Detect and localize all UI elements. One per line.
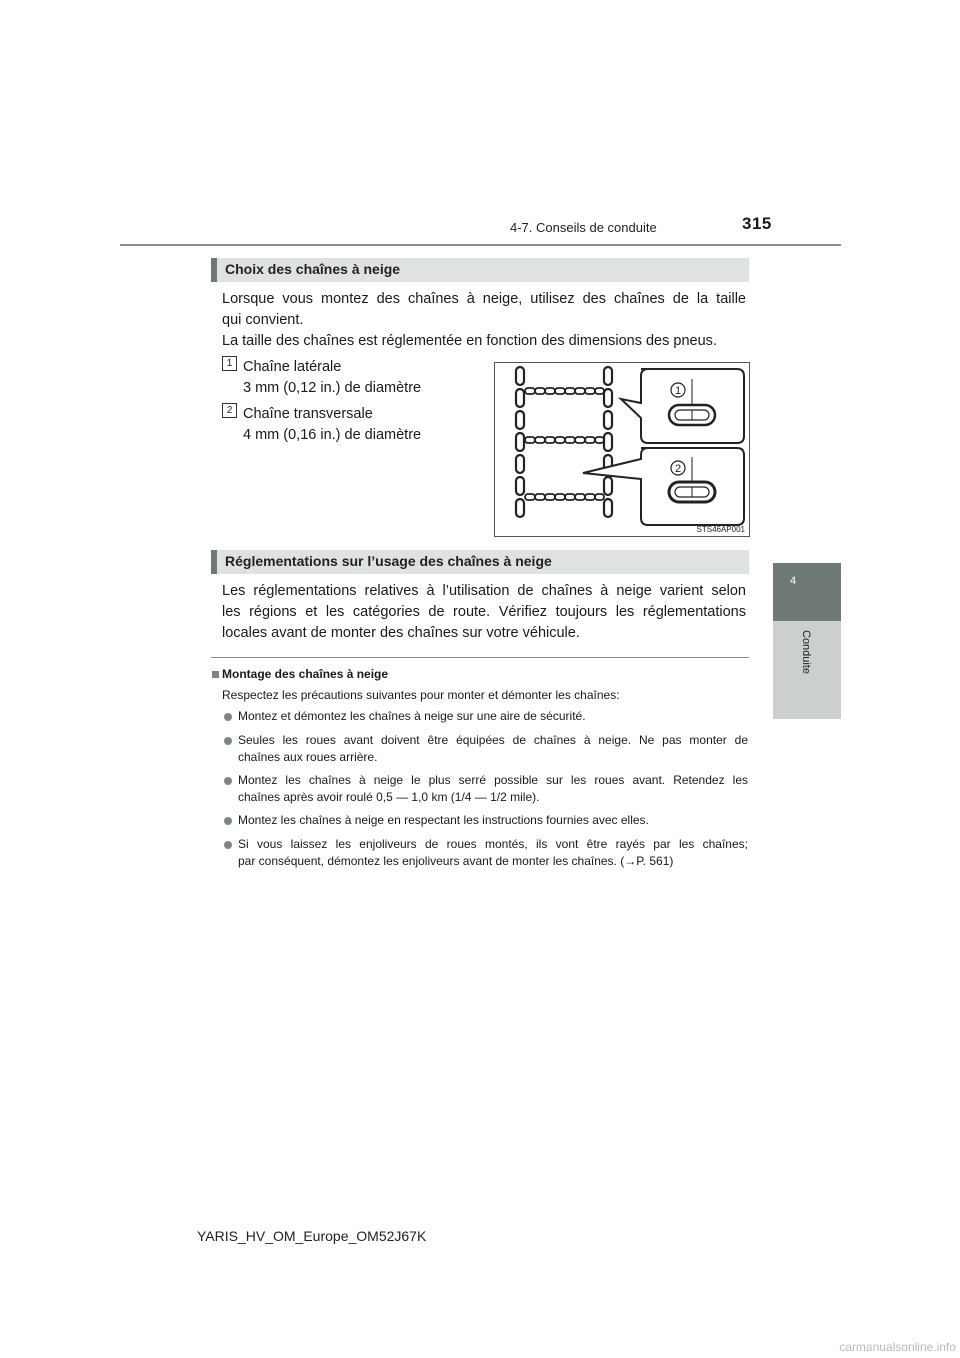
bullet-line: chaînes aux roues arrière. [238, 750, 378, 764]
bullet-line: Montez et démontez les chaînes à neige sur une aire de sécurité. [238, 709, 586, 723]
chapter-number: 4 [789, 575, 797, 587]
section-title: Réglementations sur l’usage des chaînes à neige [225, 553, 552, 569]
callout-box-cross-chain [583, 448, 744, 525]
bullet-dot [224, 713, 232, 721]
side-chain-left [516, 367, 524, 517]
bullet-dot [224, 841, 232, 849]
figure-code: STS46AP001 [696, 525, 745, 534]
document-code: YARIS_HV_OM_Europe_OM52J67K [197, 1228, 427, 1244]
header-section-title: 4-7. Conseils de conduite [510, 220, 657, 235]
section-header-snow-chain-regulations [211, 550, 749, 574]
section1-paragraph-line-1: Lorsque vous montez des chaînes à neige, utilisez des chaînes de la taille [222, 291, 746, 307]
header-rule [120, 244, 841, 246]
item-spec: 4 mm (0,16 in.) de diamètre [243, 427, 422, 443]
section-header-mark [211, 258, 217, 282]
snow-chain-drawing [495, 363, 749, 536]
callout-number-2: 2 [674, 463, 682, 475]
section1-paragraph-line-2: qui convient. [222, 312, 304, 328]
page-number: 315 [742, 214, 772, 233]
chapter-tab [773, 563, 841, 621]
subsection-intro: Respectez les précautions suivantes pour monter et démonter les chaînes: [222, 688, 620, 702]
bullet-line: Montez les chaînes à neige le plus serré possible sur les roues avant. Retendez les [238, 773, 748, 787]
item-name: Chaîne transversale [243, 406, 373, 422]
snow-chain-illustration [494, 362, 750, 537]
side-chain-right [604, 367, 612, 517]
bullet-dot [224, 817, 232, 825]
section2-paragraph-line-3: locales avant de monter des chaînes sur votre véhicule. [222, 625, 580, 641]
section-title: Choix des chaînes à neige [225, 261, 401, 277]
section1-paragraph-line-3: La taille des chaînes est réglementée en fonction des dimensions des pneus. [222, 333, 717, 349]
bullet-dot [224, 737, 232, 745]
item-name: Chaîne latérale [243, 359, 342, 375]
item-number-badge: 2 [222, 403, 237, 418]
section-header-mark [211, 550, 217, 574]
subsection-title: Montage des chaînes à neige [222, 667, 389, 681]
bullet-line: par conséquent, démontez les enjoliveurs avant de monter les chaînes. (→P. 561) [238, 854, 674, 868]
bullet-line: chaînes après avoir roulé 0,5 — 1,0 km (1/4 — 1/2 mile). [238, 790, 540, 804]
callout-number-1: 1 [674, 385, 682, 397]
section2-paragraph-line-2: les régions et les catégories de route. Vérifiez toujours les réglementations [222, 604, 746, 620]
cross-chain-top [525, 388, 604, 394]
bullet-dot [224, 777, 232, 785]
cross-chain-middle [525, 437, 604, 443]
section-header-snow-chains-choice [211, 258, 749, 282]
bullet-line: Montez les chaînes à neige en respectant les instructions fournies avec elles. [238, 813, 649, 827]
subsection-square-bullet [212, 671, 219, 678]
watermark: carmanualsonline.info [839, 1340, 956, 1354]
cross-chain-bottom [525, 494, 604, 500]
item-spec: 3 mm (0,12 in.) de diamètre [243, 380, 422, 396]
bullet-line: Seules les roues avant doivent être équipées de chaînes à neige. Ne pas monter de [238, 733, 748, 747]
subsection-rule [211, 657, 749, 658]
section2-paragraph-line-1: Les réglementations relatives à l’utilisation de chaînes à neige varient selon [222, 583, 746, 599]
chapter-label: Conduite [800, 630, 812, 675]
item-number-badge: 1 [222, 356, 237, 371]
bullet-line: Si vous laissez les enjoliveurs de roues montés, ils vont être rayés par les chaînes; [238, 837, 748, 851]
